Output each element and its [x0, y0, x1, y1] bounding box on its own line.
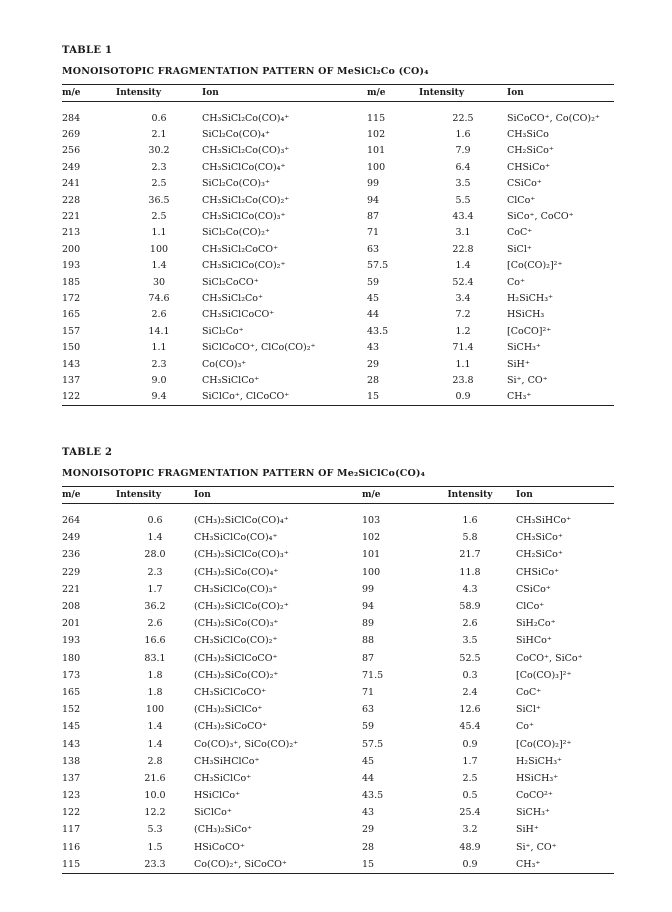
cell-intensity: 30	[152, 276, 166, 288]
cell-ion: CH₃SiHClCo⁺	[194, 755, 260, 767]
rule-bottom	[62, 405, 614, 406]
cell-m-e: 15	[362, 858, 375, 870]
cell-ion: SiCl₂CoCO⁺	[202, 276, 259, 288]
cell-intensity: 36.5	[148, 194, 170, 206]
cell-m-e: 145	[62, 721, 81, 733]
cell-m-e: 165	[62, 686, 81, 698]
cell-intensity: 1.7	[462, 755, 478, 767]
table-title: MONOISOTOPIC FRAGMENTATION PATTERN OF MeSiCl₂Co (CO)₄	[62, 66, 429, 77]
table-label: TABLE 2	[62, 447, 113, 458]
cell-intensity: 1.4	[151, 260, 167, 272]
cell-ion: CH₃SiClCo⁺	[202, 374, 260, 386]
cell-intensity: 74.6	[148, 292, 170, 304]
cell-intensity: 3.5	[462, 635, 478, 647]
cell-ion: CH₃SiCo	[507, 129, 549, 141]
cell-m-e: 45	[367, 292, 380, 304]
cell-ion: CH₃SiClCo(CO)₃⁺	[194, 583, 278, 595]
cell-intensity: 3.4	[455, 292, 471, 304]
cell-ion: CH₃SiClCo(CO)₃⁺	[202, 211, 286, 223]
cell-intensity: 12.6	[459, 704, 481, 716]
cell-m-e: 137	[62, 772, 81, 784]
cell-m-e: 101	[362, 549, 381, 561]
cell-intensity: 12.2	[144, 807, 166, 819]
cell-intensity: 1.2	[455, 325, 471, 337]
cell-intensity: 45.4	[459, 721, 481, 733]
col-header: Ion	[516, 490, 533, 500]
cell-ion: CH₃SiClCo(CO)₄⁺	[202, 161, 286, 173]
table-row	[62, 735, 614, 752]
cell-intensity: 3.2	[462, 824, 478, 836]
cell-ion: ClCo⁺	[516, 601, 545, 613]
table-row	[62, 290, 614, 306]
cell-intensity: 71.4	[452, 342, 474, 354]
cell-ion: CH₃SiCo⁺	[516, 532, 563, 544]
cell-ion: CHSiCo⁺	[516, 566, 560, 578]
cell-m-e: 102	[362, 532, 381, 544]
cell-intensity: 43.4	[452, 211, 474, 223]
cell-ion: Si⁺, CO⁺	[516, 841, 557, 853]
cell-intensity: 0.3	[462, 669, 478, 681]
cell-m-e: 99	[367, 178, 380, 190]
cell-intensity: 3.1	[455, 227, 471, 239]
cell-m-e: 221	[62, 211, 81, 223]
cell-m-e: 29	[367, 358, 380, 370]
cell-ion: (CH₃)₂SiClCoCO⁺	[194, 652, 278, 664]
cell-intensity: 1.1	[455, 358, 471, 370]
cell-intensity: 23.3	[144, 858, 166, 870]
cell-intensity: 9.0	[151, 374, 167, 386]
table-row	[62, 667, 614, 684]
cell-intensity: 2.3	[151, 161, 167, 173]
cell-m-e: 122	[62, 391, 81, 403]
cell-ion: SiH⁺	[516, 824, 539, 836]
cell-intensity: 5.3	[147, 824, 163, 836]
cell-ion: CH₃SiClCo(CO)₂⁺	[202, 260, 286, 272]
cell-ion: CH₃SiClCoCO⁺	[202, 309, 275, 321]
cell-m-e: 94	[367, 194, 380, 206]
table-row	[62, 684, 614, 701]
cell-m-e: 103	[362, 515, 381, 527]
cell-m-e: 173	[62, 669, 81, 681]
cell-ion: [Co(CO)₂]²⁺	[507, 260, 563, 272]
cell-m-e: 44	[367, 309, 380, 321]
cell-intensity: 1.6	[455, 129, 471, 141]
col-header: m/e	[62, 490, 81, 500]
cell-ion: CH₃SiClCo(CO)₄⁺	[194, 532, 278, 544]
table-row	[62, 615, 614, 632]
cell-intensity: 1.7	[147, 583, 163, 595]
cell-ion: CoCO⁺, SiCo⁺	[516, 652, 583, 664]
cell-intensity: 52.5	[459, 652, 481, 664]
cell-m-e: 269	[62, 129, 81, 141]
cell-ion: Co(CO)₃⁺	[202, 358, 247, 370]
cell-ion: CH₂SiCo⁺	[516, 549, 563, 561]
cell-ion: (CH₃)₂SiCo(CO)₄⁺	[194, 566, 279, 578]
cell-m-e: 115	[367, 112, 386, 124]
table-row	[62, 804, 614, 821]
cell-intensity: 1.1	[151, 342, 167, 354]
cell-ion: [CoCO]²⁺	[507, 325, 552, 337]
table-row	[62, 564, 614, 581]
cell-ion: SiClCoCO⁺, ClCo(CO)₂⁺	[202, 342, 316, 354]
cell-intensity: 2.1	[151, 129, 167, 141]
cell-intensity: 2.4	[462, 686, 478, 698]
cell-ion: SiCl⁺	[516, 704, 541, 716]
cell-ion: CH₂SiCo⁺	[507, 145, 554, 157]
cell-ion: CH₃SiCl₂Co⁺	[202, 292, 264, 304]
cell-intensity: 21.6	[144, 772, 166, 784]
table-row	[62, 701, 614, 718]
cell-m-e: 138	[62, 755, 81, 767]
cell-intensity: 6.4	[455, 161, 471, 173]
cell-ion: SiCo⁺, CoCO⁺	[507, 211, 574, 223]
cell-ion: SiCH₃⁺	[507, 342, 541, 354]
cell-m-e: 57.5	[362, 738, 384, 750]
cell-m-e: 87	[362, 652, 375, 664]
cell-m-e: 101	[367, 145, 386, 157]
cell-intensity: 1.4	[147, 532, 163, 544]
cell-ion: SiCH₃⁺	[516, 807, 550, 819]
cell-m-e: 123	[62, 790, 81, 802]
data-table	[62, 487, 614, 503]
cell-intensity: 10.0	[144, 790, 166, 802]
table-row	[62, 529, 614, 546]
cell-m-e: 157	[62, 325, 81, 337]
cell-m-e: 137	[62, 374, 81, 386]
table-row	[62, 839, 614, 856]
cell-intensity: 1.6	[462, 515, 478, 527]
cell-intensity: 1.4	[147, 738, 163, 750]
cell-ion: CSiCo⁺	[516, 583, 551, 595]
cell-m-e: 29	[362, 824, 375, 836]
cell-intensity: 0.9	[462, 858, 478, 870]
cell-ion: (CH₃)₂SiClCo⁺	[194, 704, 263, 716]
cell-m-e: 100	[367, 161, 386, 173]
cell-m-e: 122	[62, 807, 81, 819]
table-row	[62, 512, 614, 529]
cell-m-e: 200	[62, 243, 81, 255]
cell-m-e: 201	[62, 618, 81, 630]
col-header: m/e	[367, 88, 386, 98]
cell-m-e: 43.5	[362, 790, 384, 802]
cell-ion: H₂SiCH₃⁺	[516, 755, 563, 767]
cell-intensity: 2.6	[462, 618, 478, 630]
cell-m-e: 249	[62, 532, 81, 544]
table-row	[62, 856, 614, 873]
cell-ion: CH₃⁺	[516, 858, 541, 870]
cell-m-e: 71.5	[362, 669, 384, 681]
cell-ion: CH₃SiCl₂Co(CO)₃⁺	[202, 145, 290, 157]
cell-m-e: 229	[62, 566, 81, 578]
cell-intensity: 7.9	[455, 145, 471, 157]
cell-m-e: 71	[367, 227, 380, 239]
cell-m-e: 256	[62, 145, 81, 157]
cell-m-e: 94	[362, 601, 375, 613]
cell-ion: SiCl₂Co⁺	[202, 325, 244, 337]
cell-intensity: 0.6	[147, 515, 163, 527]
table-row	[62, 323, 614, 339]
cell-ion: (CH₃)₂SiClCo(CO)₂⁺	[194, 601, 289, 613]
table-row	[62, 274, 614, 290]
cell-ion: ClCo⁺	[507, 194, 536, 206]
cell-ion: (CH₃)₂SiClCo(CO)₄⁺	[194, 515, 289, 527]
cell-m-e: 87	[367, 211, 380, 223]
cell-ion: H₂SiCH₃⁺	[507, 292, 554, 304]
table-row	[62, 339, 614, 355]
cell-intensity: 14.1	[148, 325, 170, 337]
cell-intensity: 100	[149, 243, 169, 255]
cell-intensity: 11.8	[459, 566, 481, 578]
cell-intensity: 28.0	[144, 549, 166, 561]
cell-intensity: 48.9	[459, 841, 481, 853]
cell-ion: (CH₃)₂SiCoCO⁺	[194, 721, 268, 733]
cell-ion: HSiCH₃	[507, 309, 545, 321]
table-row	[62, 258, 614, 274]
cell-m-e: 59	[362, 721, 375, 733]
cell-intensity: 0.9	[462, 738, 478, 750]
cell-ion: SiCl₂Co(CO)₄⁺	[202, 129, 270, 141]
cell-m-e: 185	[62, 276, 81, 288]
cell-intensity: 2.5	[151, 211, 167, 223]
cell-ion: SiH₂Co⁺	[516, 618, 556, 630]
cell-intensity: 0.9	[455, 391, 471, 403]
cell-ion: [Co(CO)₃]²⁺	[516, 669, 572, 681]
cell-m-e: 43	[367, 342, 380, 354]
cell-intensity: 1.4	[147, 721, 163, 733]
cell-ion: (CH₃)₂SiCo(CO)₃⁺	[194, 618, 279, 630]
cell-ion: CoC⁺	[507, 227, 533, 239]
cell-intensity: 1.8	[147, 686, 163, 698]
cell-m-e: 100	[362, 566, 381, 578]
cell-intensity: 58.9	[459, 601, 481, 613]
cell-m-e: 236	[62, 549, 81, 561]
cell-intensity: 2.6	[151, 309, 167, 321]
table-row	[62, 650, 614, 667]
cell-intensity: 2.3	[151, 358, 167, 370]
table-row	[62, 753, 614, 770]
cell-intensity: 25.4	[459, 807, 481, 819]
cell-ion: SiCl⁺	[507, 243, 532, 255]
cell-m-e: 228	[62, 194, 81, 206]
cell-m-e: 213	[62, 227, 81, 239]
cell-m-e: 249	[62, 161, 81, 173]
cell-ion: Co⁺	[507, 276, 526, 288]
col-header: m/e	[362, 490, 381, 500]
cell-m-e: 150	[62, 342, 81, 354]
cell-intensity: 1.4	[455, 260, 471, 272]
cell-m-e: 221	[62, 583, 81, 595]
table-row	[62, 225, 614, 241]
cell-ion: CHSiCo⁺	[507, 161, 551, 173]
cell-ion: (CH₃)₂SiCo(CO)₂⁺	[194, 669, 279, 681]
table-row	[62, 192, 614, 208]
cell-intensity: 22.8	[452, 243, 474, 255]
cell-m-e: 99	[362, 583, 375, 595]
cell-intensity: 5.5	[455, 194, 471, 206]
cell-ion: [Co(CO)₂]²⁺	[516, 738, 572, 750]
cell-m-e: 63	[362, 704, 375, 716]
cell-ion: CSiCo⁺	[507, 178, 542, 190]
cell-intensity: 16.6	[144, 635, 166, 647]
cell-m-e: 284	[62, 112, 81, 124]
col-header: Ion	[202, 88, 219, 98]
cell-intensity: 3.5	[455, 178, 471, 190]
table-row	[62, 632, 614, 649]
col-header: Ion	[194, 490, 211, 500]
cell-ion: HSiCH₃⁺	[516, 772, 559, 784]
col-header: Ion	[507, 88, 524, 98]
cell-m-e: 59	[367, 276, 380, 288]
cell-m-e: 15	[367, 391, 380, 403]
table-row	[62, 176, 614, 192]
cell-m-e: 115	[62, 858, 81, 870]
cell-intensity: 1.8	[147, 669, 163, 681]
col-header: m/e	[62, 88, 81, 98]
cell-ion: Co⁺	[516, 721, 535, 733]
header-row	[62, 85, 614, 101]
cell-intensity: 2.3	[147, 566, 163, 578]
header-row	[62, 487, 614, 503]
cell-m-e: 28	[367, 374, 380, 386]
cell-intensity: 30.2	[148, 145, 170, 157]
cell-ion: CoC⁺	[516, 686, 542, 698]
cell-m-e: 117	[62, 824, 81, 836]
cell-intensity: 22.5	[452, 112, 474, 124]
cell-m-e: 102	[367, 129, 386, 141]
cell-ion: (CH₃)₂SiClCo(CO)₃⁺	[194, 549, 289, 561]
cell-ion: Co(CO)₃⁺, SiCo(CO)₂⁺	[194, 738, 299, 750]
table-row	[62, 307, 614, 323]
cell-ion: Co(CO)₂⁺, SiCoCO⁺	[194, 858, 287, 870]
cell-m-e: 63	[367, 243, 380, 255]
cell-ion: CH₃SiHCo⁺	[516, 515, 572, 527]
cell-ion: SiClCo⁺	[194, 807, 232, 819]
table-row	[62, 356, 614, 372]
table-row	[62, 241, 614, 257]
table-row	[62, 770, 614, 787]
cell-m-e: 57.5	[367, 260, 389, 272]
table-row	[62, 110, 614, 126]
cell-ion: CH₃SiClCo(CO)₂⁺	[194, 635, 278, 647]
cell-ion: SiH⁺	[507, 358, 530, 370]
table-row	[62, 389, 614, 405]
cell-ion: HSiClCo⁺	[194, 790, 241, 802]
cell-ion: Si⁺, CO⁺	[507, 374, 548, 386]
cell-ion: HSiCoCO⁺	[194, 841, 245, 853]
table-1	[62, 44, 614, 406]
col-header: Intensity	[419, 88, 465, 98]
cell-ion: SiCoCO⁺, Co(CO)₂⁺	[507, 112, 600, 124]
cell-ion: (CH₃)₂SiCo⁺	[194, 824, 253, 836]
col-header: Intensity	[116, 490, 162, 500]
cell-intensity: 1.5	[147, 841, 163, 853]
cell-intensity: 2.5	[462, 772, 478, 784]
table-row	[62, 821, 614, 838]
cell-intensity: 9.4	[151, 391, 167, 403]
cell-intensity: 1.1	[151, 227, 167, 239]
cell-intensity: 2.6	[147, 618, 163, 630]
cell-ion: CH₃SiClCoCO⁺	[194, 686, 267, 698]
cell-m-e: 264	[62, 515, 81, 527]
table-row	[62, 143, 614, 159]
cell-intensity: 4.3	[462, 583, 478, 595]
cell-ion: CH₃SiCl₂CoCO⁺	[202, 243, 279, 255]
data-table-body	[62, 110, 614, 405]
cell-m-e: 43	[362, 807, 375, 819]
cell-ion: SiHCo⁺	[516, 635, 552, 647]
cell-m-e: 193	[62, 635, 81, 647]
cell-ion: SiCl₂Co(CO)₂⁺	[202, 227, 270, 239]
cell-intensity: 21.7	[459, 549, 481, 561]
cell-intensity: 5.8	[462, 532, 478, 544]
cell-m-e: 28	[362, 841, 375, 853]
rule-bottom	[62, 873, 614, 874]
cell-intensity: 100	[145, 704, 165, 716]
cell-m-e: 208	[62, 601, 81, 613]
data-table-body	[62, 512, 614, 873]
cell-m-e: 193	[62, 260, 81, 272]
cell-ion: CH₃SiCl₂Co(CO)₂⁺	[202, 194, 290, 206]
cell-ion: CoCO²⁺	[516, 790, 553, 802]
cell-ion: SiCl₂Co(CO)₃⁺	[202, 178, 270, 190]
cell-m-e: 88	[362, 635, 375, 647]
table-row	[62, 598, 614, 615]
cell-ion: CH₃SiCl₂Co(CO)₄⁺	[202, 112, 290, 124]
data-table	[62, 85, 614, 101]
col-header: Intensity	[116, 88, 162, 98]
cell-m-e: 116	[62, 841, 81, 853]
cell-intensity: 0.5	[462, 790, 478, 802]
cell-intensity: 52.4	[452, 276, 474, 288]
table-row	[62, 787, 614, 804]
cell-intensity: 2.8	[147, 755, 163, 767]
cell-m-e: 165	[62, 309, 81, 321]
table-row	[62, 372, 614, 388]
cell-m-e: 43.5	[367, 325, 389, 337]
cell-intensity: 0.6	[151, 112, 167, 124]
cell-m-e: 143	[62, 358, 81, 370]
cell-m-e: 44	[362, 772, 375, 784]
cell-intensity: 23.8	[452, 374, 474, 386]
cell-m-e: 71	[362, 686, 375, 698]
cell-intensity: 83.1	[144, 652, 166, 664]
table-row	[62, 208, 614, 224]
table-2	[62, 446, 614, 874]
table-row	[62, 546, 614, 563]
cell-ion: SiClCo⁺, ClCoCO⁺	[202, 391, 290, 403]
table-title: MONOISOTOPIC FRAGMENTATION PATTERN OF Me₂SiClCo(CO)₄	[62, 468, 426, 479]
cell-m-e: 241	[62, 178, 81, 190]
table-row	[62, 126, 614, 142]
cell-m-e: 89	[362, 618, 375, 630]
cell-m-e: 143	[62, 738, 81, 750]
table-label: TABLE 1	[62, 45, 113, 56]
table-row	[62, 718, 614, 735]
cell-intensity: 7.2	[455, 309, 471, 321]
cell-ion: CH₃⁺	[507, 391, 532, 403]
cell-m-e: 45	[362, 755, 375, 767]
table-row	[62, 159, 614, 175]
cell-intensity: 36.2	[144, 601, 166, 613]
cell-m-e: 180	[62, 652, 81, 664]
cell-ion: CH₃SiClCo⁺	[194, 772, 252, 784]
cell-intensity: 2.5	[151, 178, 167, 190]
cell-m-e: 172	[62, 292, 81, 304]
col-header: Intensity	[447, 490, 493, 500]
cell-m-e: 152	[62, 704, 81, 716]
table-row	[62, 581, 614, 598]
